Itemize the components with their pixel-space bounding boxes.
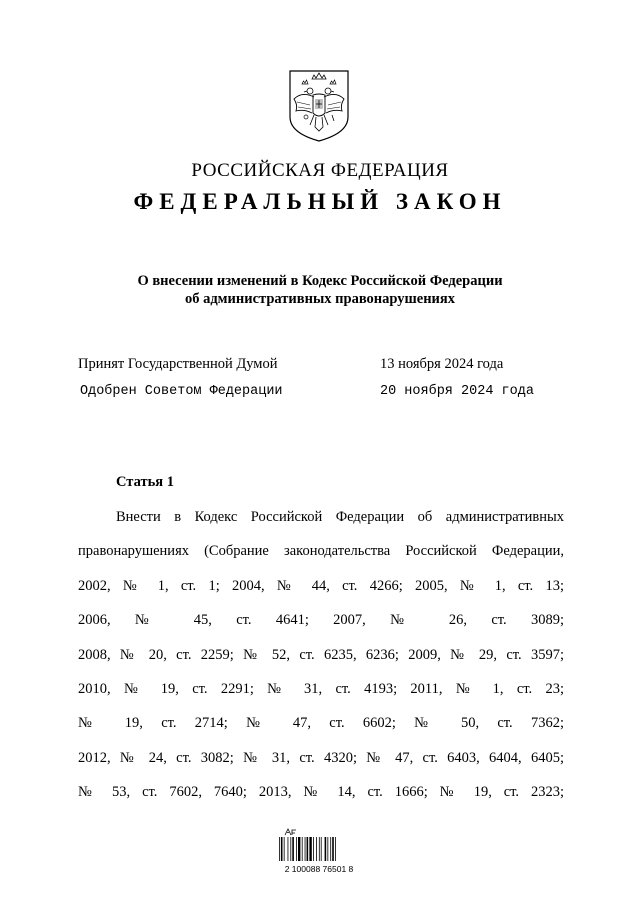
council-approval-date: 20 ноября 2024 года bbox=[380, 384, 534, 399]
barcode-bar bbox=[325, 837, 327, 861]
barcode-number: 2 100088 76501 8 bbox=[284, 864, 354, 874]
barcode-bar bbox=[305, 837, 306, 861]
barcode-bar bbox=[316, 837, 317, 861]
law-title-line-1: О внесении изменений в Кодекс Российской Федерации bbox=[137, 273, 503, 289]
article-line: 2006, № 45, ст. 4641; 2007, № 26, ст. 3089; bbox=[78, 612, 564, 629]
barcode-bar bbox=[288, 837, 289, 861]
law-title bbox=[0, 272, 640, 308]
barcode-bar bbox=[313, 837, 314, 861]
article-line: № 53, ст. 7602, 7640; 2013, № 14, ст. 1666; № 19, ст. 2323; bbox=[78, 784, 564, 801]
barcode-bar bbox=[281, 837, 283, 861]
article-line: правонарушениях (Собрание законодательства Российской Федерации, bbox=[78, 543, 564, 560]
duma-adoption-date: 13 ноября 2024 года bbox=[380, 356, 504, 372]
article-line: 2008, № 20, ст. 2259; № 52, ст. 6235, 6236; 2009, № 29, ст. 3597; bbox=[78, 646, 564, 663]
barcode-bar bbox=[332, 837, 334, 861]
barcode-icon bbox=[278, 837, 360, 861]
barcode-bar bbox=[330, 837, 331, 861]
barcode-bar bbox=[327, 837, 328, 861]
article-title: Статья 1 bbox=[116, 474, 174, 490]
barcode-bar bbox=[298, 837, 300, 861]
barcode-bar bbox=[302, 837, 303, 861]
small-mark-icon bbox=[284, 828, 298, 836]
barcode-bar bbox=[292, 837, 294, 861]
barcode-bar bbox=[290, 837, 291, 861]
barcode-bar bbox=[307, 837, 309, 861]
council-approval-label: Одобрен Советом Федерации bbox=[80, 384, 283, 399]
barcode-bar bbox=[319, 837, 320, 861]
article-line: 2002, № 1, ст. 1; 2004, № 44, ст. 4266; 2005, № 1, ст. 13; bbox=[78, 577, 564, 594]
law-title-line-2: об административных правонарушениях bbox=[184, 291, 456, 307]
barcode-block bbox=[278, 828, 360, 878]
barcode-bar bbox=[284, 837, 285, 861]
document-type: ФЕДЕРАЛЬНЫЙ ЗАКОН bbox=[133, 189, 507, 214]
barcode-bar bbox=[321, 837, 322, 861]
coat-of-arms-icon bbox=[288, 69, 350, 143]
duma-adoption-label: Принят Государственной Думой bbox=[78, 356, 278, 372]
barcode-bar bbox=[279, 837, 280, 861]
article-line: № 19, ст. 2714; № 47, ст. 6602; № 50, ст. 7362; bbox=[78, 715, 564, 732]
state-name: РОССИЙСКАЯ ФЕДЕРАЦИЯ bbox=[191, 160, 449, 181]
barcode-bar bbox=[309, 837, 311, 861]
article-line: 2012, № 24, ст. 3082; № 31, ст. 4320; № 47, ст. 6403, 6404, 6405; bbox=[78, 749, 564, 766]
article-body bbox=[78, 505, 564, 815]
article-line: Внести в Кодекс Российской Федерации об административных bbox=[116, 509, 564, 525]
article-line: 2010, № 19, ст. 2291; № 31, ст. 4193; 2011, № 1, ст. 23; bbox=[78, 680, 564, 697]
barcode-bar bbox=[335, 837, 336, 861]
barcode-bar bbox=[296, 837, 297, 861]
